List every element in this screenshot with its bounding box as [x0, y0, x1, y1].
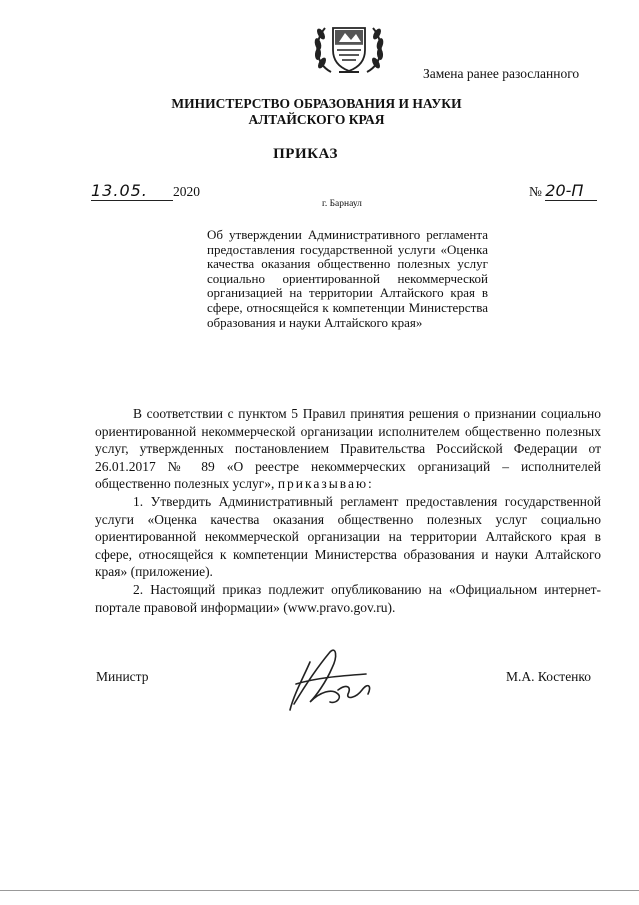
ministry-heading [0, 96, 639, 128]
page-bottom-edge [0, 890, 639, 891]
ministry-line-2: АЛТАЙСКОГО КРАЯ [248, 112, 385, 127]
coat-of-arms-emblem [309, 20, 389, 76]
order-body [95, 405, 601, 616]
handwritten-number: 20-П [545, 181, 597, 201]
signatory-name: М.А. Костенко [506, 669, 592, 684]
handwritten-signature [286, 644, 378, 716]
document-type: ПРИКАЗ [273, 146, 338, 162]
order-number [529, 181, 597, 201]
signatory-position: Министр [96, 669, 149, 684]
preamble-paragraph [95, 405, 601, 493]
item-2-paragraph: 2. Настоящий приказ подлежит опубликованию на «Официальном интернет-портале правовой информации» (www.pravo.gov.ru). [95, 581, 601, 615]
preamble-text: В соответствии с пунктом 5 Правил принятия решения о признании социально ориентированной некоммерческой организации исполнителем общественно полезных услуг, утвержденных постановлением Правительства Российской Федерации от 26.01.2017 № 89 «О реестре некоммерческих организаций – исполнителей общественно полезных услуг», [95, 406, 601, 492]
order-date [91, 181, 200, 201]
item-1-paragraph: 1. Утвердить Административный регламент предоставления государственной услуги «Оценка качества оказания общественно полезных услуг социально ориентированной некоммерческой организации на территории Алтайского края в сфере, относящейся к компетенции Министерства образования и науки Алтайского края» (приложение). [95, 493, 601, 580]
replacement-note: Замена ранее разосланного [423, 66, 580, 81]
order-title: Об утверждении Административного регламента предоставления государственной услуги «Оценка качества оказания общественно полезных услуг социально ориентированной некоммерческой организацией на территории Алтайского края в сфере, относящейся к компетенции Министерства образования и науки Алтайского края» [207, 227, 488, 330]
handwritten-date: 13.05. [91, 181, 173, 201]
order-year: 2020 [173, 184, 200, 199]
number-prefix: № [529, 184, 542, 199]
ministry-line-1: МИНИСТЕРСТВО ОБРАЗОВАНИЯ И НАУКИ [171, 96, 462, 111]
order-word: приказываю: [277, 476, 374, 492]
city: г. Барнаул [322, 199, 362, 209]
